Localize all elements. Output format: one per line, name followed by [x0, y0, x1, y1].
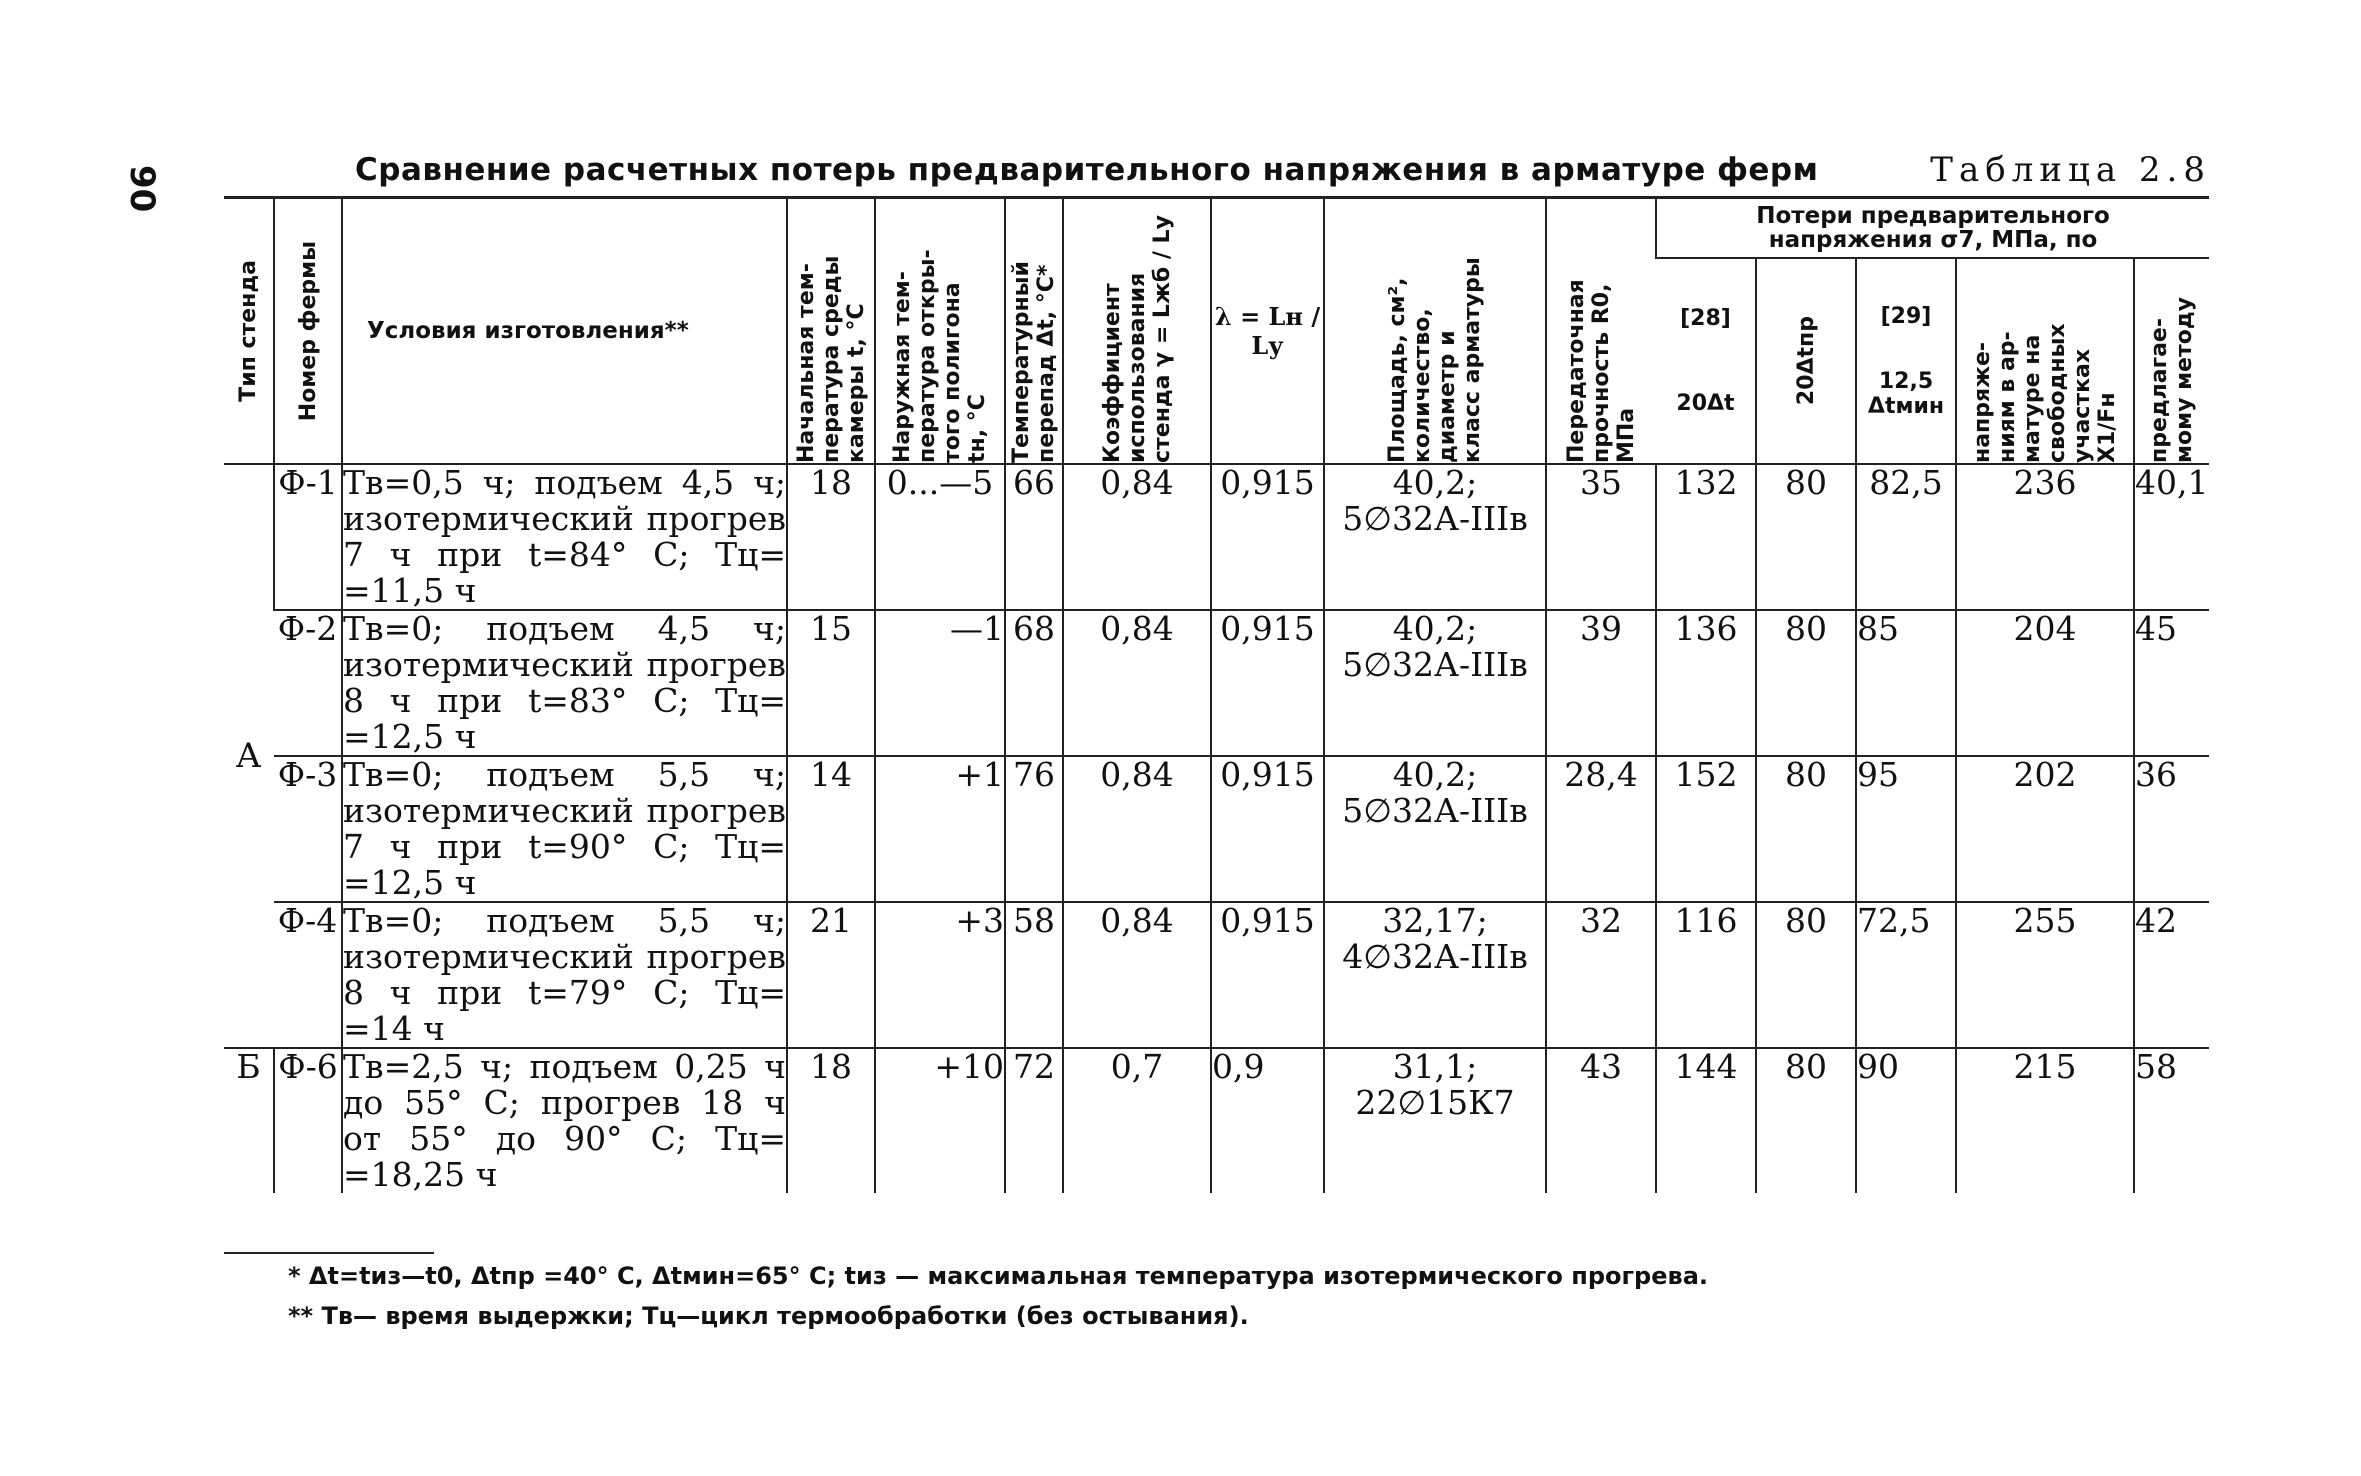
header-area: Площадь, см², количество, диаметр и класс арматуры: [1324, 198, 1546, 465]
header-transfer-strength: Передаточная прочность R0, МПа: [1546, 198, 1656, 465]
loss-dtmin-cell: 85: [1856, 610, 1956, 756]
lambda-cell: 0,915: [1211, 902, 1324, 1048]
header-losses-group: Потери предварительного напряжения σ7, МПа, по: [1656, 198, 2209, 259]
losses-table: [224, 196, 2209, 1193]
loss-free-cell: 202: [1956, 756, 2134, 902]
outdoor-temp-cell: +10: [875, 1048, 1005, 1193]
r0-cell: 28,4: [1546, 756, 1656, 902]
loss-proposed-cell: 45: [2134, 610, 2209, 756]
header-dtmin: [29] 12,5 Δtмин: [1856, 258, 1956, 464]
conditions-cell: Tв=2,5 ч; подъем 0,25 ч до 55° C; прогрев 18 ч от 55° до 90° C; Tц= =18,25 ч: [343, 1047, 786, 1194]
conditions-cell: Tв=0; подъем 4,5 ч; изотермический прогрев 8 ч при t=83° C; Tц= =12,5 ч: [343, 609, 786, 756]
r0-cell: 35: [1546, 464, 1656, 610]
temp-drop-cell: 58: [1005, 902, 1063, 1048]
header-utilization: Коэффициент использования стенда γ = Lжб / Lу: [1063, 198, 1211, 465]
outdoor-temp-cell: 0...—5: [875, 464, 1005, 610]
table-row: [224, 1048, 2209, 1193]
table-row: [224, 756, 2209, 902]
gamma-cell: 0,7: [1063, 1048, 1211, 1193]
conditions-cell: Tв=0; подъем 5,5 ч; изотермический прогрев 8 ч при t=79° C; Tц= =14 ч: [343, 901, 786, 1048]
table-label: Таблица 2.8: [1930, 150, 2211, 190]
r0-cell: 39: [1546, 610, 1656, 756]
gamma-cell: 0,84: [1063, 902, 1211, 1048]
truss-cell: Ф-6: [274, 1048, 342, 1193]
loss-proposed-cell: 42: [2134, 902, 2209, 1048]
table-row: [224, 464, 2209, 610]
lambda-cell: 0,9: [1211, 1048, 1324, 1193]
header-outdoor-temp: Наружная тем- пература откры- того полигона tн, °C: [875, 198, 1005, 465]
loss-dtmin-cell: 72,5: [1856, 902, 1956, 1048]
header-stand-type: Тип стенда: [224, 198, 274, 465]
loss-proposed-cell: 36: [2134, 756, 2209, 902]
stand-cell: Б: [224, 1048, 274, 1193]
r0-cell: 43: [1546, 1048, 1656, 1193]
loss-20dt-cell: 144: [1656, 1048, 1756, 1193]
truss-cell: Ф-3: [274, 756, 342, 902]
initial-temp-cell: 14: [787, 756, 875, 902]
outdoor-temp-cell: +1: [875, 756, 1005, 902]
loss-20dt-cell: 132: [1656, 464, 1756, 610]
loss-free-cell: 204: [1956, 610, 2134, 756]
loss-dtmin-cell: 90: [1856, 1048, 1956, 1193]
area-cell: 32,17; 4∅32А-IIIв: [1324, 902, 1546, 1048]
loss-dtmin-cell: 95: [1856, 756, 1956, 902]
truss-cell: Ф-2: [274, 610, 342, 756]
area-cell: 31,1; 22∅15К7: [1324, 1048, 1546, 1193]
initial-temp-cell: 18: [787, 1048, 875, 1193]
header-lambda: λ = Lн / Lу: [1211, 198, 1324, 465]
loss-free-cell: 215: [1956, 1048, 2134, 1193]
loss-free-cell: 255: [1956, 902, 2134, 1048]
header-conditions: Условия изготовления**: [342, 198, 787, 465]
table-title: Сравнение расчетных потерь предварительного напряжения в арматуре ферм: [355, 152, 1819, 188]
loss-free-cell: 236: [1956, 464, 2134, 610]
loss-20dt-cell: 136: [1656, 610, 1756, 756]
loss-20dtpr-cell: 80: [1756, 464, 1856, 610]
temp-drop-cell: 76: [1005, 756, 1063, 902]
temp-drop-cell: 68: [1005, 610, 1063, 756]
truss-cell: Ф-4: [274, 902, 342, 1048]
footnote-1: * Δt=tиз—t0, Δtпр =40° C, Δtмин=65° C; tиз — максимальная температура изотермического прогрева.: [288, 1262, 1709, 1290]
loss-20dtpr-cell: 80: [1756, 1048, 1856, 1193]
table-bottom-rule: [224, 1252, 434, 1254]
header-temp-drop: Температурный перепад Δt, °C*: [1005, 198, 1063, 465]
loss-20dtpr-cell: 80: [1756, 610, 1856, 756]
initial-temp-cell: 18: [787, 464, 875, 610]
conditions-cell: Tв=0; подъем 5,5 ч; изотермический прогрев 7 ч при t=90° C; Tц= =12,5 ч: [343, 755, 786, 902]
area-cell: 40,2; 5∅32А-IIIв: [1324, 756, 1546, 902]
outdoor-temp-cell: —1: [875, 610, 1005, 756]
table-row: [224, 610, 2209, 756]
temp-drop-cell: 72: [1005, 1048, 1063, 1193]
gamma-cell: 0,84: [1063, 756, 1211, 902]
header-initial-temp: Начальная тем- пература среды камеры t, °C: [787, 198, 875, 465]
table-row: [224, 902, 2209, 1048]
temp-drop-cell: 66: [1005, 464, 1063, 610]
header-20dt: [28] 20Δt: [1656, 258, 1756, 464]
loss-20dtpr-cell: 80: [1756, 756, 1856, 902]
r0-cell: 32: [1546, 902, 1656, 1048]
loss-proposed-cell: 40,1: [2134, 464, 2209, 610]
initial-temp-cell: 15: [787, 610, 875, 756]
lambda-cell: 0,915: [1211, 610, 1324, 756]
loss-dtmin-cell: 82,5: [1856, 464, 1956, 610]
initial-temp-cell: 21: [787, 902, 875, 1048]
header-proposed: предлагае- мому методу: [2134, 258, 2209, 464]
lambda-cell: 0,915: [1211, 464, 1324, 610]
outdoor-temp-cell: +3: [875, 902, 1005, 1048]
loss-20dt-cell: 116: [1656, 902, 1756, 1048]
header-truss-number: Номер фермы: [274, 198, 342, 465]
loss-20dt-cell: 152: [1656, 756, 1756, 902]
gamma-cell: 0,84: [1063, 464, 1211, 610]
footnote-2: ** Tв— время выдержки; Tц—цикл термообработки (без остывания).: [288, 1302, 1249, 1330]
truss-cell: Ф-1: [274, 464, 342, 610]
lambda-cell: 0,915: [1211, 756, 1324, 902]
header-free-sections: напряже- ниям в ар- матуре на свободных участках X1/Fн: [1956, 258, 2134, 464]
area-cell: 40,2; 5∅32А-IIIв: [1324, 610, 1546, 756]
area-cell: 40,2; 5∅32А-IIIв: [1324, 464, 1546, 610]
gamma-cell: 0,84: [1063, 610, 1211, 756]
loss-20dtpr-cell: 80: [1756, 902, 1856, 1048]
stand-cell: А: [224, 464, 274, 1048]
page-number: 90: [122, 165, 162, 213]
header-20dtpr: 20Δtпр: [1756, 258, 1856, 464]
loss-proposed-cell: 58: [2134, 1048, 2209, 1193]
conditions-cell: Tв=0,5 ч; подъем 4,5 ч; изотермический прогрев 7 ч при t=84° C; Tц= =11,5 ч: [343, 463, 786, 610]
